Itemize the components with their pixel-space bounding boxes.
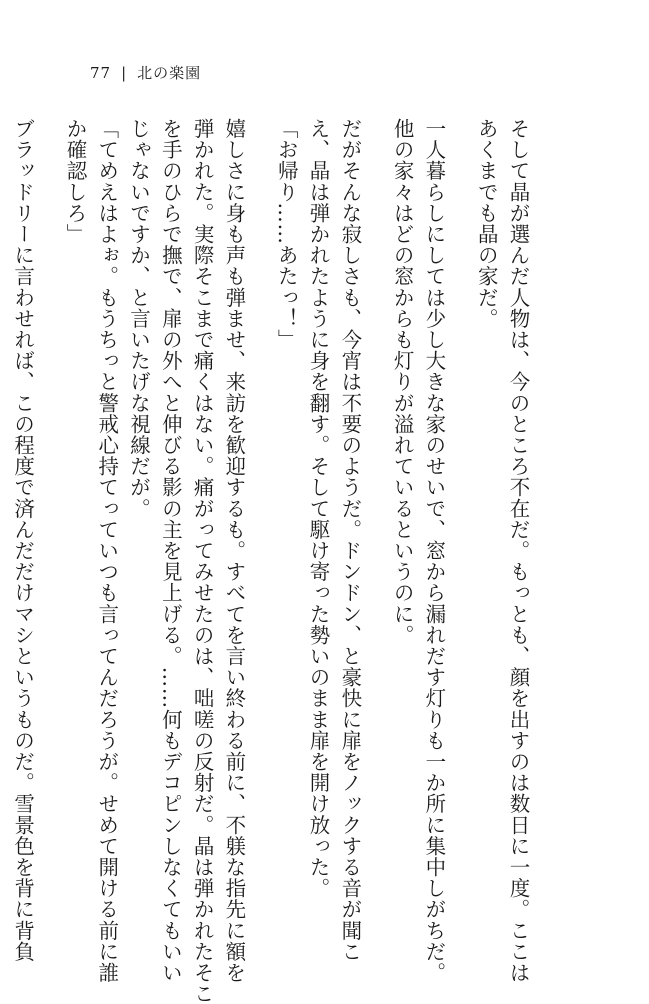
running-head bbox=[90, 62, 201, 83]
text-line: 「お帰り……あたっ！」 bbox=[274, 118, 299, 351]
text-line: 一人暮らしにしては少し大きな家のせいで、窓から漏れだす灯りも一か所に集中しがちだ。 bbox=[421, 118, 446, 984]
page-number: 77 bbox=[90, 64, 112, 82]
text-line: か確認しろ」 bbox=[62, 118, 87, 245]
text-line: え、晶は弾かれたように身を翻す。そして駆け寄った勢いのまま扉を開け放った。 bbox=[306, 118, 331, 899]
text-line: 他の家々はどの窓からも灯りが溢れているというのに。 bbox=[390, 118, 415, 646]
header-separator: | bbox=[121, 64, 128, 82]
text-line: じゃないですか、と言いたげな視線だが。 bbox=[126, 118, 151, 519]
text-line: だがそんな寂しさも、今宵は不要のようだ。ドンドン、と豪快に扉をノックする音が聞こ bbox=[337, 118, 362, 962]
text-line: あくまでも晶の家だ。 bbox=[474, 118, 499, 329]
chapter-title: 北の楽園 bbox=[137, 64, 202, 82]
text-line: 「てめえはよぉ。もうちっと警戒心持てっていつも言ってんだろうが。せめて開ける前に誰 bbox=[94, 118, 119, 984]
text-line: ブラッドリーに言わせれば、この程度で済んだだけマシというものだ。雪景色を背に背負 bbox=[10, 118, 35, 962]
body-text bbox=[6, 118, 533, 1004]
text-line: を手のひらで撫で、扉の外へと伸びる影の主を見上げる。……何もデコピンしなくてもいい bbox=[158, 118, 183, 984]
text-line: 弾かれた。実際そこまで痛くはない。痛がってみせたのは、咄嗟の反射だ。晶は弾かれたそこ bbox=[190, 118, 215, 1004]
text-line: 嬉しさに身も声も弾ませ、来訪を歓迎するも。すべてを言い終わる前に、不躾な指先に額を bbox=[221, 118, 246, 984]
text-line: そして晶が選んだ人物は、今のところ不在だ。もっとも、顔を出すのは数日に一度。ここは bbox=[506, 118, 530, 984]
